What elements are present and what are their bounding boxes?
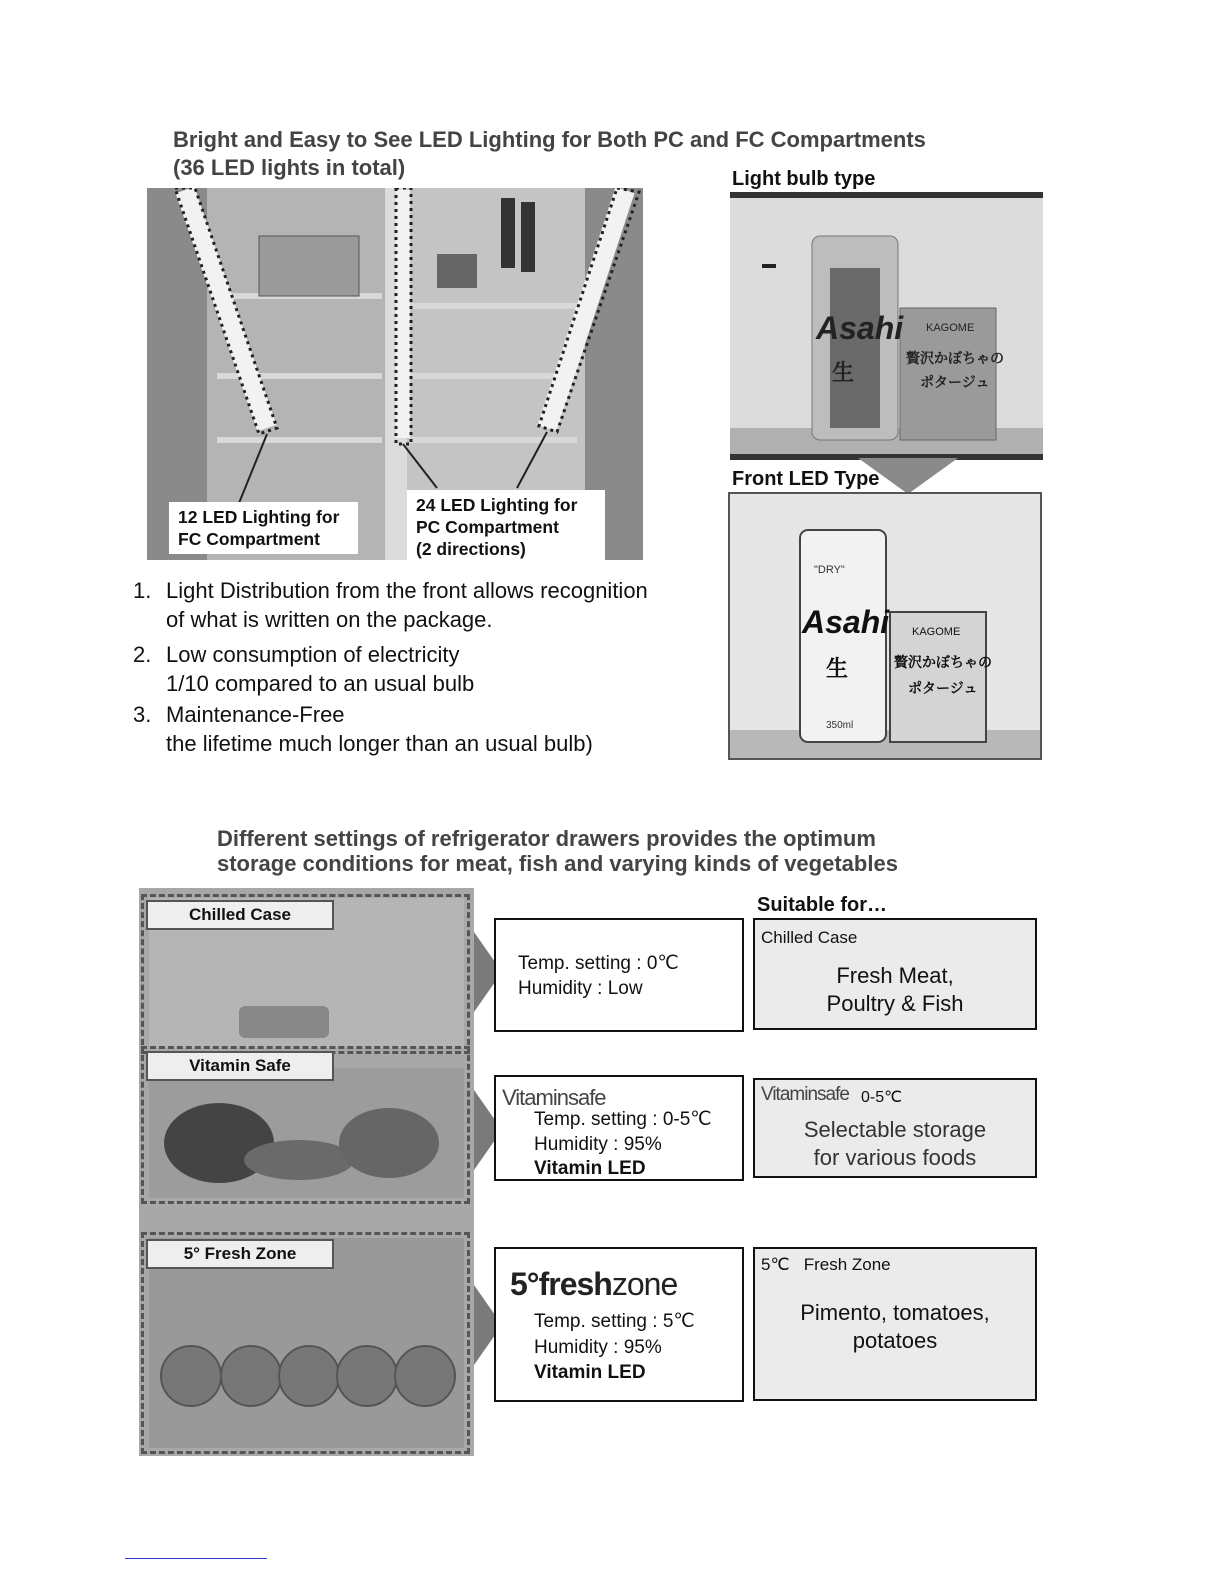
- list-item-number: 2.: [133, 642, 152, 667]
- list-item: [133, 640, 713, 700]
- section1-title-line1: Bright and Easy to See LED Lighting for Both PC and FC Compartments: [173, 127, 926, 152]
- vitamin-humidity: Humidity : 95%: [534, 1134, 662, 1155]
- vitaminsafe-small-logo: Vitaminsafe: [761, 1084, 849, 1105]
- list-item-line1: Light Distribution from the front allows recognition: [166, 578, 648, 603]
- fresh-suit-line1: Pimento, tomatoes,: [800, 1300, 990, 1325]
- fresh-humidity: Humidity : 95%: [534, 1337, 662, 1358]
- led-cup-brand: KAGOME: [912, 626, 961, 638]
- chilled-case-tag: Chilled Case: [146, 900, 334, 930]
- pc-label-line2: PC Compartment: [416, 517, 559, 537]
- list-item-line1: Low consumption of electricity: [166, 642, 460, 667]
- pc-label-line1: 24 LED Lighting for: [416, 495, 578, 515]
- bulb-type-label: Light bulb type: [732, 168, 876, 190]
- chilled-suit-line2: Poultry & Fish: [826, 991, 964, 1016]
- freshzone-logo-num: 5°: [510, 1266, 539, 1302]
- chilled-suit-title: Chilled Case: [761, 928, 858, 947]
- fresh-suit-title: 5℃ Fresh Zone: [761, 1255, 891, 1274]
- suitable-header: Suitable for…: [757, 894, 888, 916]
- led-can-dry: "DRY": [814, 564, 845, 576]
- vitamin-suit-line1: Selectable storage: [803, 1117, 987, 1142]
- vitamin-safe-tag: Vitamin Safe: [146, 1051, 334, 1081]
- section2-title-line2: storage conditions for meat, fish and varying kinds of vegetables: [217, 851, 898, 876]
- bulb-cup-text2: ポタージュ: [920, 374, 990, 390]
- fresh-settings-box: [494, 1247, 744, 1402]
- list-item-line2: 1/10 compared to an usual bulb: [166, 671, 475, 696]
- vitaminsafe-logo: Vitaminsafe: [502, 1085, 606, 1110]
- vitamin-suitable-box: [753, 1078, 1037, 1178]
- bulb-type-photo: [730, 192, 1043, 460]
- benefits-list: [133, 576, 713, 766]
- vitamin-suit-line2: for various foods: [813, 1145, 977, 1170]
- list-item-number: 3.: [133, 702, 152, 727]
- led-cup-text2: ポタージュ: [908, 680, 978, 696]
- led-cup-text1: 贅沢かぼちゃの: [894, 654, 992, 670]
- fresh-suitable-box: [753, 1247, 1037, 1401]
- vitamin-temp: Temp. setting : 0-5℃: [534, 1109, 712, 1130]
- fresh-suit-line2: potatoes: [852, 1328, 938, 1353]
- list-item: [133, 700, 713, 760]
- fresh-temp: Temp. setting : 5℃: [534, 1311, 695, 1332]
- section2-title-line1: Different settings of refrigerator drawers provides the optimum: [217, 826, 876, 851]
- bulb-can-brand: Asahi: [816, 310, 904, 346]
- list-item-line2: of what is written on the package.: [166, 607, 493, 632]
- vitamin-led: Vitamin LED: [534, 1158, 646, 1179]
- vitamin-settings-box: [494, 1075, 744, 1181]
- fc-lighting-label: [169, 502, 358, 554]
- front-led-photo: [728, 492, 1042, 760]
- bulb-can-kanji: 生: [832, 360, 855, 385]
- led-can-kanji: 生: [826, 656, 849, 681]
- pc-label-line3: (2 directions): [416, 539, 526, 559]
- fc-label-line2: FC Compartment: [178, 529, 320, 549]
- fc-label-line1: 12 LED Lighting for: [178, 507, 340, 527]
- freshzone-logo-zone: zone: [611, 1266, 678, 1302]
- chilled-settings-box: [494, 918, 744, 1032]
- list-item-line2: the lifetime much longer than an usual bulb): [166, 731, 593, 756]
- footnote-rule: [125, 1558, 267, 1559]
- chilled-suit-line1: Fresh Meat,: [836, 963, 954, 988]
- bulb-cup-text1: 贅沢かぼちゃの: [906, 350, 1004, 366]
- drawers-photo: [139, 888, 474, 1456]
- chilled-temp: Temp. setting : 0℃: [518, 953, 679, 974]
- pc-lighting-label: [407, 490, 605, 560]
- fresh-led: Vitamin LED: [534, 1362, 646, 1383]
- chilled-suitable-box: [753, 918, 1037, 1030]
- list-item: [133, 576, 713, 636]
- bulb-cup-brand: KAGOME: [926, 322, 975, 334]
- list-item-number: 1.: [133, 578, 152, 603]
- led-type-label: Front LED Type: [732, 468, 880, 490]
- fresh-zone-tag: 5° Fresh Zone: [146, 1239, 334, 1269]
- list-item-line1: Maintenance-Free: [166, 702, 345, 727]
- vitamin-suit-range: 0-5℃: [861, 1089, 903, 1106]
- led-can-brand: Asahi: [802, 604, 890, 640]
- fridge-interior-photo: [147, 188, 643, 560]
- section2-title: [217, 826, 898, 876]
- led-can-volume: 350ml: [826, 720, 854, 731]
- section1-title-line2: (36 LED lights in total): [173, 155, 406, 180]
- freshzone-logo: [510, 1265, 677, 1303]
- chilled-humidity: Humidity : Low: [518, 978, 643, 999]
- freshzone-logo-fresh: fresh: [538, 1266, 612, 1302]
